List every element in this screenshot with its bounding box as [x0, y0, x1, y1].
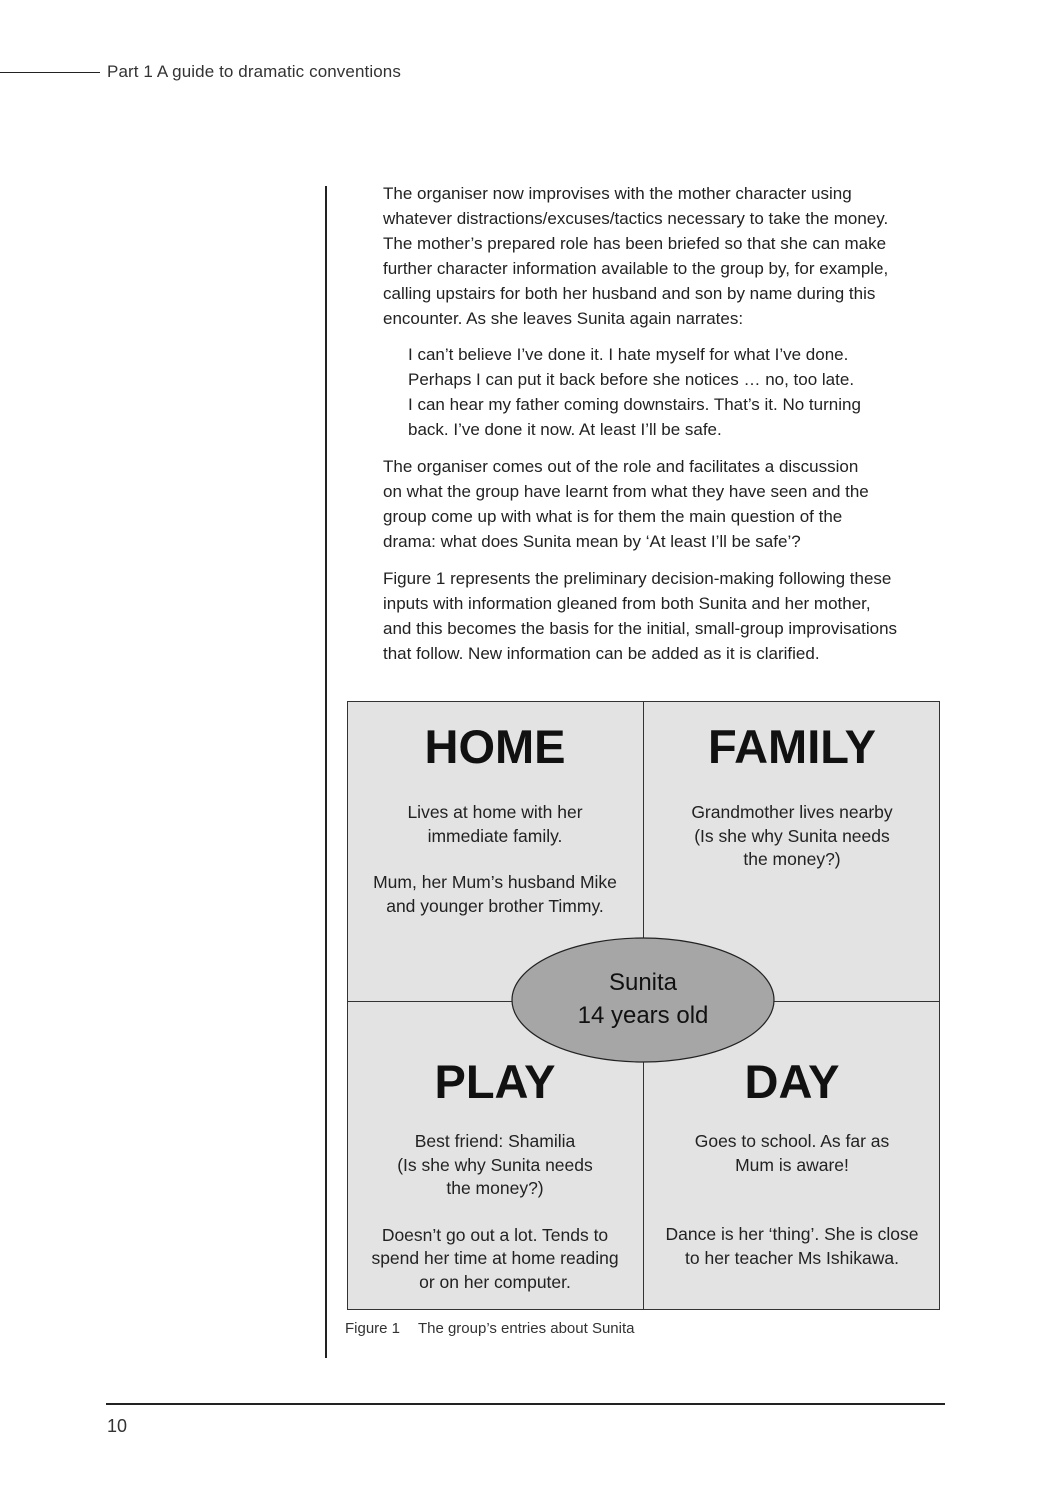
text-line: Doesn’t go out a lot. Tends to: [381, 1224, 609, 1245]
text-line: to her teacher Ms Ishikawa.: [685, 1247, 899, 1268]
text-line: and this becomes the basis for the initial, small-group improvisations: [383, 619, 898, 638]
header-rule: [0, 72, 100, 73]
quadrant-title: FAMILY: [707, 720, 876, 773]
text-line: Mum is aware!: [735, 1154, 849, 1175]
quadrant-home: [347, 719, 643, 918]
text-line: calling upstairs for both her husband and son by name during this: [383, 284, 876, 303]
text-line: inputs with information gleaned from both Sunita and her mother,: [383, 594, 871, 613]
quadrant-title: PLAY: [434, 1055, 556, 1108]
text-line: The mother’s prepared role has been briefed so that she can make: [383, 234, 887, 253]
text-line: group come up with what is for them the main question of the: [383, 507, 843, 526]
text-line: and younger brother Timmy.: [386, 895, 604, 916]
center-age: 14 years old: [577, 1002, 709, 1029]
text-line: Lives at home with her: [407, 802, 583, 822]
text-line: I can hear my father coming downstairs. That’s it. No turning: [408, 395, 861, 414]
text-line: spend her time at home reading: [371, 1248, 619, 1268]
running-header: Part 1 A guide to dramatic conventions: [107, 62, 401, 81]
text-line: that follow. New information can be added as it is clarified.: [383, 644, 820, 663]
text-line: The organiser now improvises with the mother character using: [383, 184, 852, 203]
figure-caption: [345, 1320, 634, 1337]
quadrant-family: [644, 719, 940, 872]
text-line: Best friend: Shamilia: [414, 1131, 576, 1151]
text-line: the money?): [446, 1178, 544, 1198]
quadrant-play: [347, 1054, 643, 1294]
paragraph-3: [383, 566, 943, 666]
margin-rule: [325, 186, 327, 1358]
footer-rule: [106, 1403, 945, 1405]
text-line: Goes to school. As far as: [694, 1131, 890, 1151]
quadrant-text: [347, 1130, 643, 1294]
text-line: Figure 1 represents the preliminary decision-making following these: [383, 569, 892, 588]
text-line: encounter. As she leaves Sunita again narrates:: [383, 309, 744, 328]
text-line: the money?): [743, 849, 841, 869]
quadrant-title: HOME: [424, 720, 566, 773]
caption-text: The group’s entries about Sunita: [417, 1320, 635, 1337]
text-line: immediate family.: [427, 825, 563, 846]
quadrant-text: [644, 1130, 940, 1270]
text-line: I can’t believe I’ve done it. I hate myself for what I’ve done.: [408, 345, 849, 364]
figure-sunita-quadrants: [347, 701, 940, 1310]
quadrant-day: [644, 1054, 940, 1270]
text-line: Mum, her Mum’s husband Mike: [373, 872, 617, 892]
center-label: [511, 966, 775, 1032]
paragraph-2: [383, 454, 943, 554]
paragraph-1: [383, 181, 943, 331]
quadrant-title: DAY: [744, 1055, 840, 1108]
narration-quote: [408, 342, 938, 442]
text-line: drama: what does Sunita mean by ‘At least I’ll be safe’?: [383, 532, 801, 551]
center-ellipse: [511, 936, 775, 1064]
text-line: whatever distractions/excuses/tactics necessary to take the money.: [383, 209, 889, 228]
text-line: back. I’ve done it now. At least I’ll be safe.: [408, 420, 722, 439]
page-number: 10: [107, 1416, 128, 1436]
text-line: on what the group have learnt from what they have seen and the: [383, 482, 869, 501]
quadrant-text: [644, 801, 940, 872]
quadrant-text: [347, 801, 643, 918]
caption-number: Figure 1: [345, 1320, 401, 1337]
center-name: Sunita: [608, 969, 678, 996]
text-line: Dance is her ‘thing’. She is close: [665, 1224, 919, 1244]
text-line: further character information available to the group by, for example,: [383, 259, 889, 278]
text-line: The organiser comes out of the role and facilitates a discussion: [383, 457, 859, 476]
text-line: (Is she why Sunita needs: [397, 1154, 593, 1175]
text-line: (Is she why Sunita needs: [694, 825, 890, 846]
text-line: or on her computer.: [419, 1271, 571, 1292]
text-line: Grandmother lives nearby: [691, 802, 893, 822]
text-line: Perhaps I can put it back before she notices … no, too late.: [408, 370, 855, 389]
